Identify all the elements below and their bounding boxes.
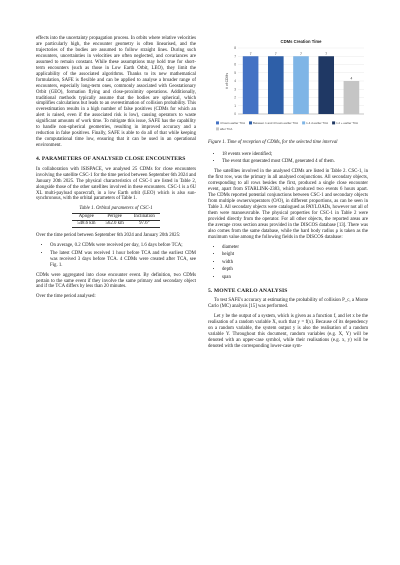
table-caption: Table 1. Orbital parameters of CSC-1 xyxy=(79,206,153,212)
data-label: 7 xyxy=(300,51,302,56)
section-heading-5: 5. MONTE CARLO ANALYSIS xyxy=(208,287,288,294)
table-row xyxy=(72,221,160,228)
legend-entry: 1-4 d earlier TCA xyxy=(306,121,329,125)
paragraph-collaboration: In collaboration with ISISPACE, we analysed 25 CDMs for close encounters involving the satellite CSC-1 for the time period between September 6th 2024 and January 20th 2025. The physical characteristics of CSC-1 are listed in Table 2, alongside those of the other satellites involved in these encounters. CSC-1 is a 6U XL multi-payload spacecraft, in a low Earth orbit (LEO) which is also sun-synchronous, with the orbital parameters of Table 1. xyxy=(36,166,196,202)
legend-entry: 1 d + earlier TCA xyxy=(336,121,358,125)
y-tick-label: 6 xyxy=(234,62,236,67)
legend-swatch xyxy=(302,121,305,124)
legend-swatch xyxy=(216,127,219,130)
legend-swatch xyxy=(332,121,335,124)
y-tick-label: 4 xyxy=(234,79,236,84)
y-tick-label: 3 xyxy=(234,87,236,92)
list-item: • On average, 0.2 CDMs were received per day, 1.6 days before TCA; xyxy=(50,243,196,249)
paragraph-time-period: Over the time period between September 6th 2024 and January 20th 2025: xyxy=(36,233,181,239)
right-column xyxy=(208,36,368,354)
list-item: • The latest CDM was received 1 hour before TCA and the earliest CDM was received 3 days before TCA. 4 CDMs were created after TCA, see Fig. 1. xyxy=(50,251,196,269)
data-label: 7 xyxy=(325,51,328,56)
paragraph-aggregation: CDMs were aggregated into close encounter event. By definition, two CDMs pertain to the same event if they involve the same primary and secondary object and if the TCA differs by less than 20 minutes. xyxy=(36,272,196,290)
paragraph-period-analysed: Over the time period analysed: xyxy=(36,294,96,300)
list-item: • The event that generated most CDM, generated 4 of them. xyxy=(222,159,368,165)
y-tick-label: 8 xyxy=(234,46,236,51)
paragraph-satellites: The satellites involved in the analysed CDMs are listed in Table 2. CSC-1, in the first row, was the primary in all analysed conjunctions. All secondary objects, corresponding to all rows besides the first, produced a single close encounter event, apart from STARLINK-2383, which produced two events 6 hours apart. The CDMs reported potential conjunctions between CSC-1 and secondary objects from multiple owners/operators (O/O), in different proportions, as can be seen in Table 3. All secondary objects were catalogued as PAYLOADs, however not all of them were manoeuvrable. The physical properties for CSC-1 in Table 2 were provided directly from the operator. For all other objects, the reported areas are the average cross section areas provided in the DISCOS database [13]. There was also comes from the same database, while the hard body radius ρ is taken as the maximum value among the following fields in the DISCOS database: xyxy=(208,169,368,240)
bar xyxy=(318,56,334,114)
cdm-bar-chart xyxy=(208,36,368,138)
y-tick-label: 2 xyxy=(234,95,236,100)
data-label: 7 xyxy=(249,51,252,56)
legend-swatch xyxy=(216,121,219,124)
bar xyxy=(293,56,309,114)
left-column xyxy=(36,36,196,304)
legend-entry: after TCA xyxy=(220,127,233,131)
list-item: • width xyxy=(222,260,368,266)
bar xyxy=(344,81,360,114)
figure-cdm-chart xyxy=(208,36,368,138)
bar xyxy=(243,56,259,114)
table-header: Perigee xyxy=(101,214,129,221)
bullet-list-discos-fields xyxy=(208,245,368,281)
y-tick-label: 1 xyxy=(234,103,236,108)
y-tick-label: 0 xyxy=(234,112,236,117)
legend-swatch xyxy=(249,121,252,124)
data-label: 4 xyxy=(350,76,353,81)
table-cell: 562.0 km xyxy=(101,221,129,228)
chart-title: CDMs Creation Time xyxy=(280,39,322,44)
orbital-table xyxy=(72,213,160,228)
table-cell: 97.6° xyxy=(129,221,160,228)
figure-caption: Figure 1. Time of reception of CDMs, for the selected time interval xyxy=(208,140,338,145)
table-orbital-parameters xyxy=(36,206,196,228)
paragraph-intro: effects into the uncertainty propagation process. In orbits where relative velocities are particularly high, the encounter geometry is often linearised, and the trajectories of the bodies are assumed to follow straight lines. During such encounters, uncertainties in velocities are often neglected, and covariances are assumed to remain constant. While these assumptions may hold true for short-term encounters (such as those in Low Earth Orbit, LEO), they limit the applicability of the associated algorithms. Thanks to its new mathematical formulation, SAFE is flexible and can be applied to analyse a broader range of encounters, especially long-term ones, commonly associated with Geostationary Orbit (GEO), formation flying and close-proximity operations. Additionally, traditional methods typically assume that the bodies are spherical, which simplifies calculations but leads to an overestimation of collision probability. This overestimation results in a high number of false positives (CDMs for which an alert is raised, even if the associated risk is low), causing operators to waste significant amounts of work time. To mitigate this issue, SAFE has the capability to handle non-spherical geometries, resulting in improved accuracy and a reduction in false positives. Finally, SAFE is able to do all of that while keeping the computational time low, ensuring that it can be used in an operational environment. xyxy=(36,36,196,149)
bullet-list-events xyxy=(208,152,368,165)
list-item: • depth xyxy=(222,267,368,273)
list-item: • diameter xyxy=(222,245,368,251)
list-item: • span xyxy=(222,275,368,281)
table-header: Apogee xyxy=(72,214,100,221)
bar xyxy=(268,56,284,114)
paragraph-mc-definition: Let y be the output of a system, which is given as a function f, and let x be the realisation of a random variable X, such that y = f(x). Because of its dependency on a random variable, the system output y is also the realisation of a random variable Y. Throughout this document, random variables (e.g. X, Y) will be denoted with an upper-case symbol, while their realisations (e.g. x, y) will be denoted with the corresponding lower-case sym- xyxy=(208,314,368,349)
legend-entry: Between 1 and 4 hours earlier TCA xyxy=(253,121,299,125)
section-heading-4: 4. PARAMETERS OF ANALYSED CLOSE ENCOUNTERS xyxy=(36,156,186,163)
list-item: • height xyxy=(222,252,368,258)
data-label: 7 xyxy=(274,51,277,56)
paragraph-mc-intro: To test SAFE's accuracy at estimating the probability of collision P_c, a Monte Carlo (MC) analysis [15] was performed. xyxy=(208,298,368,310)
list-item: • 18 events were identified; xyxy=(222,152,368,158)
y-axis-label: # of CDMs xyxy=(225,72,229,90)
y-tick-label: 5 xyxy=(234,70,236,75)
table-header: Inclination xyxy=(129,214,160,221)
legend-entry: 4 hours earlier TCA xyxy=(220,121,246,125)
bullet-list-cdm-stats xyxy=(36,243,196,268)
table-cell: 548.6 km xyxy=(72,221,100,228)
y-tick-label: 7 xyxy=(234,54,236,59)
